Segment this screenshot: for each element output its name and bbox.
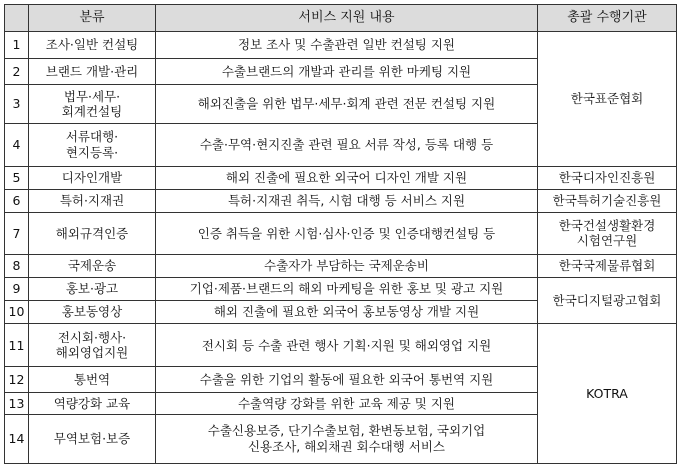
agency-cell: 한국표준협회 — [538, 32, 677, 166]
row-number: 4 — [5, 124, 29, 167]
row-number: 9 — [5, 277, 29, 300]
row-category: 홍보·광고 — [29, 277, 156, 300]
row-content: 해외 진출에 필요한 외국어 디자인 개발 지원 — [156, 166, 538, 189]
row-number: 13 — [5, 392, 29, 414]
row-category: 통번역 — [29, 367, 156, 392]
row-number: 5 — [5, 166, 29, 189]
row-content: 수출·무역·현지진출 관련 필요 서류 작성, 등록 대행 등 — [156, 124, 538, 167]
row-content: 기업·제품·브랜드의 해외 마케팅을 위한 홍보 및 광고 지원 — [156, 277, 538, 300]
row-category: 서류대행· 현지등록· — [29, 124, 156, 167]
header-agency: 총괄 수행기관 — [538, 5, 677, 32]
row-content: 수출자가 부담하는 국제운송비 — [156, 255, 538, 277]
row-category: 해외규격인증 — [29, 212, 156, 255]
row-category: 디자인개발 — [29, 166, 156, 189]
agency-cell: KOTRA — [538, 324, 677, 464]
table-header-row — [5, 5, 677, 32]
row-number: 3 — [5, 85, 29, 124]
agency-cell: 한국디지털광고협회 — [538, 277, 677, 324]
header-no — [5, 5, 29, 32]
row-content: 특허·지재권 취득, 시험 대행 등 서비스 지원 — [156, 190, 538, 212]
table-row — [5, 166, 677, 189]
row-content: 수출신용보증, 단기수출보험, 환변동보험, 국외기업 신용조사, 해외채권 회수대행 서비스 — [156, 415, 538, 464]
row-content: 인증 취득을 위한 시험·심사·인증 및 인증대행컨설팅 등 — [156, 212, 538, 255]
table-row — [5, 255, 677, 277]
table-row — [5, 32, 677, 58]
row-content: 전시회 등 수출 관련 행사 기획·지원 및 해외영업 지원 — [156, 324, 538, 367]
row-category: 전시회·행사· 해외영업지원 — [29, 324, 156, 367]
row-category: 브랜드 개발·관리 — [29, 58, 156, 84]
agency-cell: 한국특허기술진흥원 — [538, 190, 677, 212]
row-number: 1 — [5, 32, 29, 58]
row-content: 해외 진출에 필요한 외국어 홍보동영상 개발 지원 — [156, 301, 538, 324]
header-category: 분류 — [29, 5, 156, 32]
row-content: 수출역량 강화를 위한 교육 제공 및 지원 — [156, 392, 538, 414]
row-number: 10 — [5, 301, 29, 324]
service-support-table — [4, 4, 677, 464]
row-category: 국제운송 — [29, 255, 156, 277]
agency-cell: 한국디자인진흥원 — [538, 166, 677, 189]
row-number: 6 — [5, 190, 29, 212]
row-content: 해외진출을 위한 법무·세무·회계 관련 전문 컨설팅 지원 — [156, 85, 538, 124]
row-category: 무역보험·보증 — [29, 415, 156, 464]
row-content: 정보 조사 및 수출관련 일반 컨설팅 지원 — [156, 32, 538, 58]
row-category: 홍보동영상 — [29, 301, 156, 324]
row-category: 역량강화 교육 — [29, 392, 156, 414]
table-row — [5, 190, 677, 212]
row-content: 수출을 위한 기업의 활동에 필요한 외국어 통번역 지원 — [156, 367, 538, 392]
row-category: 특허·지재권 — [29, 190, 156, 212]
agency-cell: 한국건설생활환경 시험연구원 — [538, 212, 677, 255]
row-category: 조사·일반 컨설팅 — [29, 32, 156, 58]
row-number: 2 — [5, 58, 29, 84]
row-number: 12 — [5, 367, 29, 392]
row-number: 11 — [5, 324, 29, 367]
table-row — [5, 277, 677, 300]
row-content: 수출브랜드의 개발과 관리를 위한 마케팅 지원 — [156, 58, 538, 84]
row-category: 법무·세무· 회계컨설팅 — [29, 85, 156, 124]
row-number: 14 — [5, 415, 29, 464]
agency-cell: 한국국제물류협회 — [538, 255, 677, 277]
table-row — [5, 212, 677, 255]
row-number: 8 — [5, 255, 29, 277]
header-content: 서비스 지원 내용 — [156, 5, 538, 32]
row-number: 7 — [5, 212, 29, 255]
table-row — [5, 324, 677, 367]
